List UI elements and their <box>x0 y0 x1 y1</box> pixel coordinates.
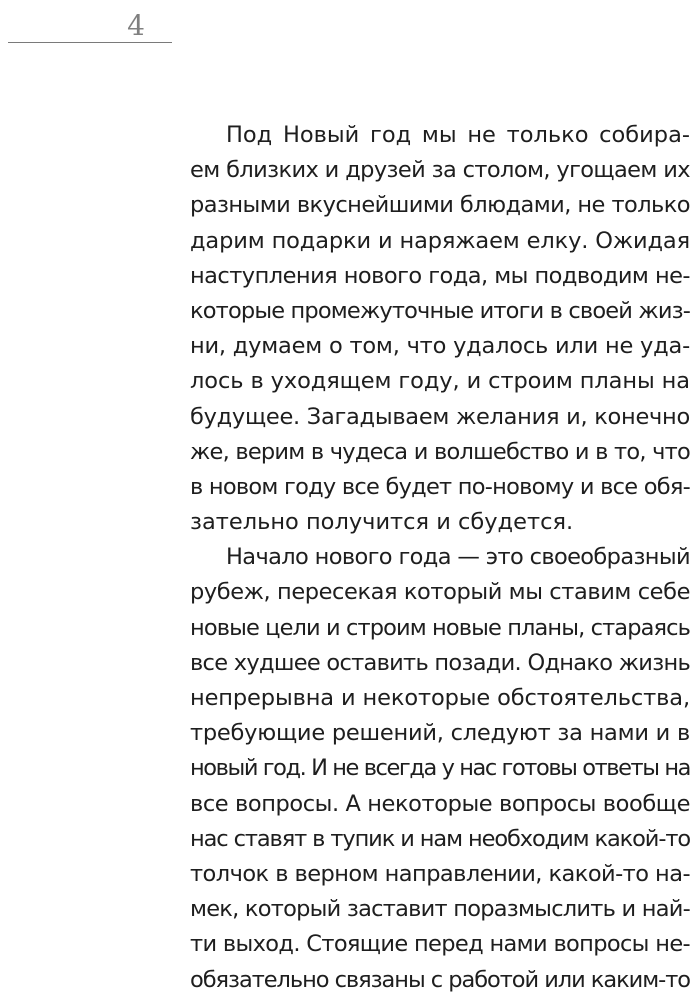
paragraph-1 <box>190 118 690 540</box>
text-line: которые промежуточные итоги в своей жиз- <box>190 297 691 324</box>
text-line: же, верим в чудеса и волшебство и в то, что <box>190 438 690 465</box>
paragraph-2 <box>190 540 690 997</box>
text-line: наступления нового года, мы подводим не- <box>190 262 691 289</box>
text-line: требующие решений, следуют за нами и в <box>190 720 690 747</box>
text-line: дарим подарки и наряжаем елку. Ожидая <box>190 227 690 254</box>
text-line: толчок в верном направлении, какой-то на- <box>190 860 691 887</box>
text-line: будущее. Загадываем желания и, конечно <box>190 403 690 430</box>
text-line: все вопросы. А некоторые вопросы вообще <box>190 790 691 817</box>
text-line: ти выход. Стоящие перед нами вопросы не- <box>190 931 690 958</box>
text-line: в новом году все будет по-новому и все обя- <box>190 473 690 500</box>
text-line: ни, думаем о том, что удалось или не уда- <box>190 333 690 360</box>
header-rule <box>8 42 172 43</box>
body-text <box>190 118 690 998</box>
text-line: лось в уходящем году, и строим планы на <box>190 368 690 395</box>
text-line: Под Новый год мы не только собира- <box>226 122 690 148</box>
text-line: ем близких и друзей за столом, угощаем их <box>190 157 690 184</box>
text-line: непрерывна и некоторые обстоятельства, <box>190 685 690 711</box>
text-line: зательно получится и сбудется. <box>190 509 574 536</box>
text-line: все худшее оставить позади. Однако жизнь <box>190 649 690 676</box>
text-line: мек, который заставит поразмыслить и най- <box>190 896 691 923</box>
text-line: разными вкуснейшими блюдами, не только <box>190 192 691 219</box>
page-number: 4 <box>127 9 145 42</box>
text-line: нас ставят в тупик и нам необходим какой-то <box>190 825 690 852</box>
text-line: новый год. И не всегда у нас готовы ответы на <box>190 755 690 782</box>
text-line: рубеж, пересекая который мы ставим себе <box>190 579 691 606</box>
text-line: новые цели и строим новые планы, стараясь <box>190 614 690 641</box>
text-line: обязательно связаны с работой или каким-то <box>190 966 690 993</box>
text-line: Начало нового года — это своеобразный <box>226 544 690 571</box>
